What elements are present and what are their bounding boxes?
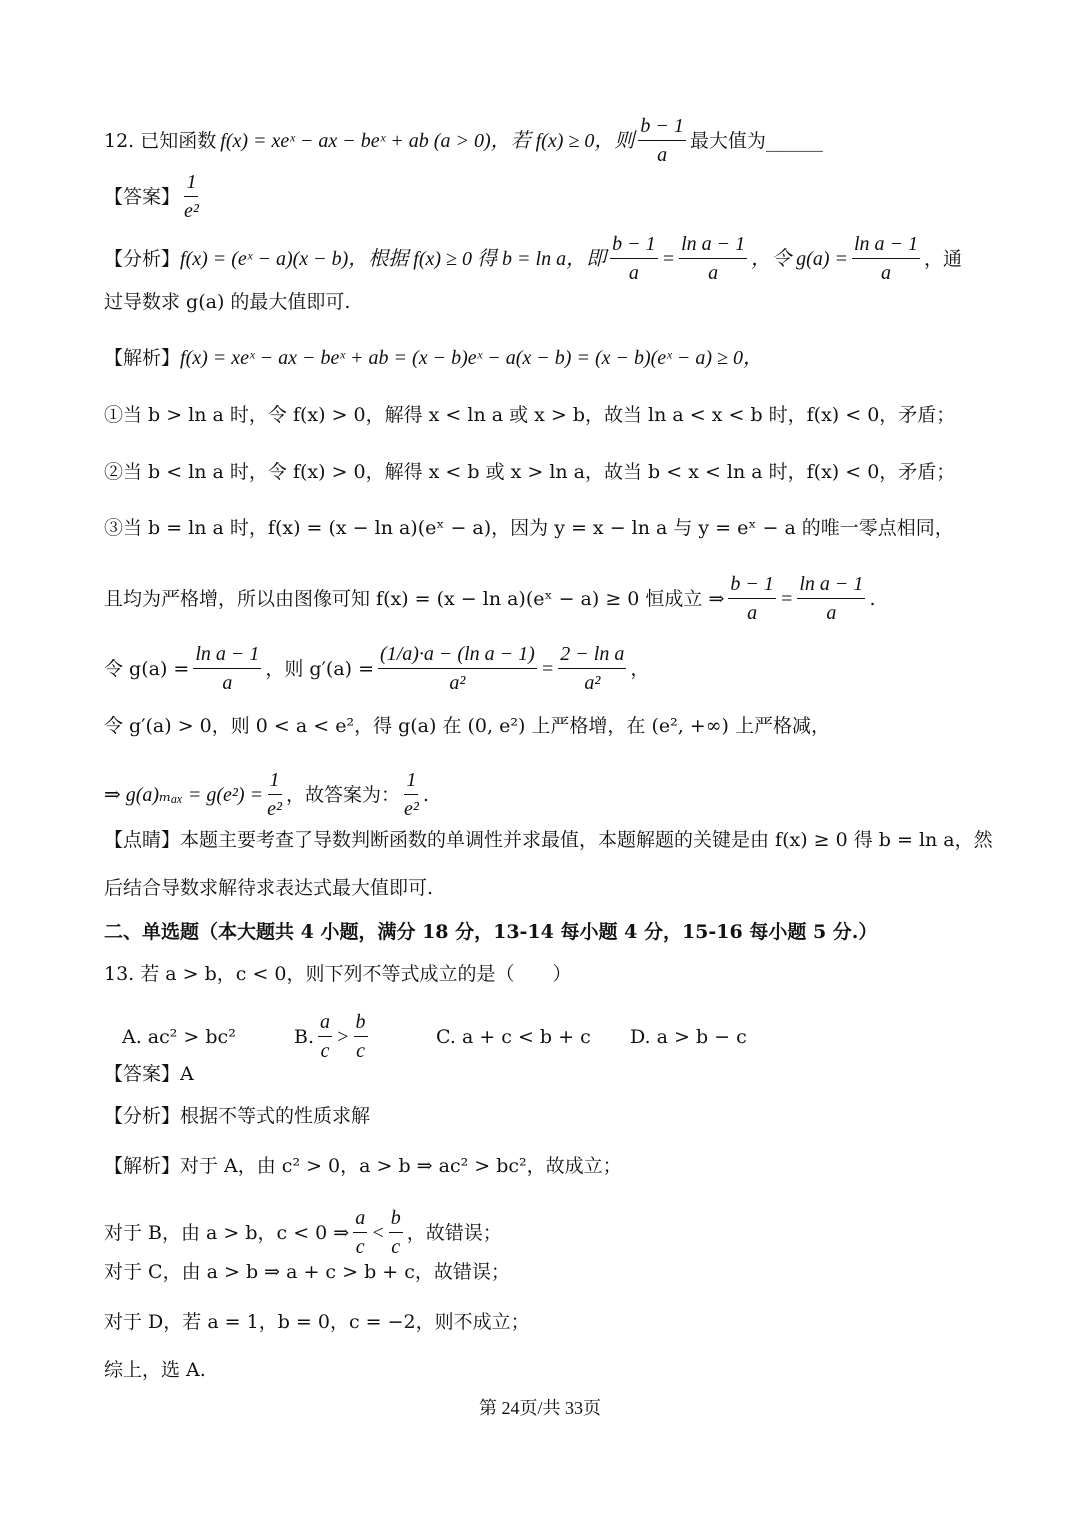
case3b-frac1 <box>728 572 776 625</box>
q12-fraction <box>638 114 686 167</box>
answer-13 <box>104 1060 980 1088</box>
solution13-d-text: 对于 D，若 a = 1，b = 0，c = −2，则不成立； <box>104 1311 530 1333</box>
question-12 <box>104 114 980 167</box>
frac-den: a <box>628 262 639 284</box>
frac-num: ln a − 1 <box>193 642 261 669</box>
answer-is-text: ，故答案为： <box>285 783 400 806</box>
answer12-num: 1 <box>184 170 198 197</box>
max-text: ⇒ g(a)ₘₐₓ = g(e²) = <box>104 783 264 806</box>
frac-den: e² <box>267 798 282 820</box>
comma: ， <box>630 657 650 680</box>
frac-num: ln a − 1 <box>797 572 865 599</box>
q12-prefix: 12. 已知函数 <box>104 129 217 152</box>
analysis12-text3: ，通 <box>924 247 963 270</box>
equals-sign: = <box>540 657 555 680</box>
frac-den: c <box>356 1040 365 1062</box>
solution-12-case3b <box>104 572 980 625</box>
g-def-frac <box>193 642 261 695</box>
case1-text: ①当 b > ln a 时，令 f(x) > 0，解得 x < ln a 或 x > b，故当 ln a < x < b 时，f(x) < 0，矛盾； <box>104 404 956 426</box>
max-frac2 <box>404 768 419 821</box>
answer-label: 【答案】 <box>104 185 181 208</box>
section-2-heading <box>104 918 980 946</box>
frac-den: c <box>391 1236 401 1258</box>
option-c: C. a + c < b + c <box>436 1025 591 1048</box>
question-13 <box>104 960 980 988</box>
solution13-c-text: 对于 C，由 a > b ⇒ a + c > b + c，故错误； <box>104 1261 510 1283</box>
gprime-frac2 <box>558 642 626 695</box>
solution13-b-end: ，故错误； <box>406 1221 502 1244</box>
frac-den: a <box>747 602 758 624</box>
solution-12-gprime <box>104 642 980 695</box>
frac-den: a <box>826 602 837 624</box>
frac-num: a <box>353 1206 367 1233</box>
solution-12-case1 <box>104 401 980 429</box>
gprime-frac <box>378 642 537 695</box>
option-b-frac1 <box>318 1010 332 1063</box>
analysis12-text2: ，令 g(a) = <box>751 247 848 270</box>
case2-text: ②当 b < ln a 时，令 f(x) > 0，解得 x < b 或 x > ln a，故当 b < x < ln a 时，f(x) < 0，矛盾； <box>104 461 956 483</box>
case3b-text: 且均为严格增，所以由图像可知 f(x) = (x − ln a)(eˣ − a) ≥ 0 恒成立 ⇒ <box>104 587 725 610</box>
analysis12-line2-text: 过导数求 g(a) 的最大值即可. <box>104 291 351 313</box>
frac-num: ln a − 1 <box>852 232 920 259</box>
max-frac <box>267 768 282 821</box>
comment-label: 【点睛】 <box>104 829 181 851</box>
section-title: 二、单选题（本大题共 4 小题，满分 18 分，13-14 每小题 4 分，15-16 每小题 5 分.） <box>104 921 878 943</box>
answer13-text: 【答案】A <box>104 1063 194 1085</box>
solution-12-case3 <box>104 514 980 542</box>
comment12-line1-text: 本题主要考查了导数判断函数的单调性并求最值，本题解题的关键是由 f(x) ≥ 0 得 b = ln a，然 <box>180 829 993 851</box>
frac-den: a² <box>449 672 466 694</box>
solution13-b-frac2 <box>389 1206 403 1259</box>
solution13-b-frac1 <box>353 1206 367 1259</box>
comment-12-line1 <box>104 826 993 854</box>
solution12-line1-text: f(x) = xeˣ − ax − beˣ + ab = (x − b)eˣ − a(x − b) = (x − b)(eˣ − a) ≥ 0， <box>180 347 763 369</box>
frac-den: e² <box>403 798 419 820</box>
frac-num: a <box>318 1010 332 1037</box>
greater-than: > <box>336 1025 350 1048</box>
equals-sign: = <box>779 587 794 610</box>
frac-den: c <box>320 1040 330 1062</box>
frac-num: 1 <box>404 768 418 795</box>
frac-num: b <box>389 1206 403 1233</box>
solution-12-mono <box>104 712 980 740</box>
frac-num: b − 1 <box>728 572 776 599</box>
answer12-den: e² <box>184 200 199 222</box>
frac-den: a <box>222 672 233 694</box>
analysis-label: 【分析】 <box>104 247 181 270</box>
solution-13-d <box>104 1308 980 1336</box>
option-b <box>294 1010 436 1063</box>
analysis12-frac2 <box>679 232 747 285</box>
frac-den: c <box>355 1236 365 1258</box>
monotonic-text: 令 g′(a) > 0，则 0 < a < e²，得 g(a) 在 (0, e²) 上严格增，在 (e², +∞) 上严格减， <box>104 715 830 737</box>
analysis12-frac3 <box>852 232 920 285</box>
q12-frac-num: b − 1 <box>638 114 686 141</box>
period: . <box>422 783 429 806</box>
comment-12-line2 <box>104 874 980 902</box>
frac-num: b − 1 <box>610 232 658 259</box>
q13-options <box>122 1010 980 1063</box>
q12-suffix: 最大值为______ <box>689 129 823 152</box>
page-footer: 第 24页/共 33页 <box>478 1398 601 1418</box>
solution-13-b <box>104 1206 980 1259</box>
equals-sign: = <box>661 247 676 270</box>
comment12-line2-text: 后结合导数求解待求表达式最大值即可. <box>104 877 434 899</box>
analysis13-text: 【分析】根据不等式的性质求解 <box>104 1105 371 1127</box>
conclusion-text: 综上，选 A. <box>104 1359 206 1381</box>
less-than: < <box>371 1221 385 1244</box>
option-a: A. ac² > bc² <box>122 1025 236 1048</box>
solution-12-line1 <box>104 344 980 372</box>
frac-den: a² <box>584 672 601 694</box>
solution-label: 【解析】 <box>104 347 181 369</box>
solution-13-conclusion <box>104 1356 980 1384</box>
solution13-b-text: 对于 B，由 a > b，c < 0 ⇒ <box>104 1221 350 1244</box>
case3b-frac2 <box>797 572 865 625</box>
q12-expr: f(x) = xeˣ − ax − beˣ + ab (a > 0)，若 f(x) ≥ 0，则 <box>220 129 635 152</box>
q13-stem: 13. 若 a > b，c < 0，则下列不等式成立的是（ ） <box>104 963 572 985</box>
answer12-fraction <box>184 170 199 223</box>
solution-12-case2 <box>104 458 980 486</box>
frac-den: a <box>708 262 719 284</box>
frac-num: b <box>354 1010 368 1037</box>
frac-num: (1/a)·a − (ln a − 1) <box>378 642 537 669</box>
analysis-12-line2 <box>104 288 980 316</box>
q12-frac-den: a <box>657 144 668 166</box>
gprime-text: ，则 g′(a) = <box>265 657 375 680</box>
answer-12 <box>104 170 980 223</box>
frac-num: 2 − ln a <box>558 642 626 669</box>
solution-12-max <box>104 768 980 821</box>
solution-13-a <box>104 1152 980 1180</box>
option-b-frac2 <box>354 1010 368 1063</box>
analysis-12-line1 <box>104 232 980 285</box>
analysis12-text1: f(x) = (eˣ − a)(x − b)，根据 f(x) ≥ 0 得 b = ln a，即 <box>180 247 607 270</box>
g-def-text: 令 g(a) = <box>104 657 190 680</box>
period: . <box>869 587 876 610</box>
option-b-label: B. <box>294 1025 315 1048</box>
solution-13-c <box>104 1258 980 1286</box>
solution13-a-text: 【解析】对于 A，由 c² > 0，a > b ⇒ ac² > bc²，故成立； <box>104 1155 622 1177</box>
option-d: D. a > b − c <box>630 1025 747 1048</box>
frac-den: a <box>881 262 892 284</box>
frac-num: 1 <box>268 768 282 795</box>
analysis-13 <box>104 1102 980 1130</box>
analysis12-frac1 <box>610 232 658 285</box>
frac-num: ln a − 1 <box>679 232 747 259</box>
case3-text: ③当 b = ln a 时，f(x) = (x − ln a)(eˣ − a)，因为 y = x − ln a 与 y = eˣ − a 的唯一零点相同， <box>104 517 954 539</box>
